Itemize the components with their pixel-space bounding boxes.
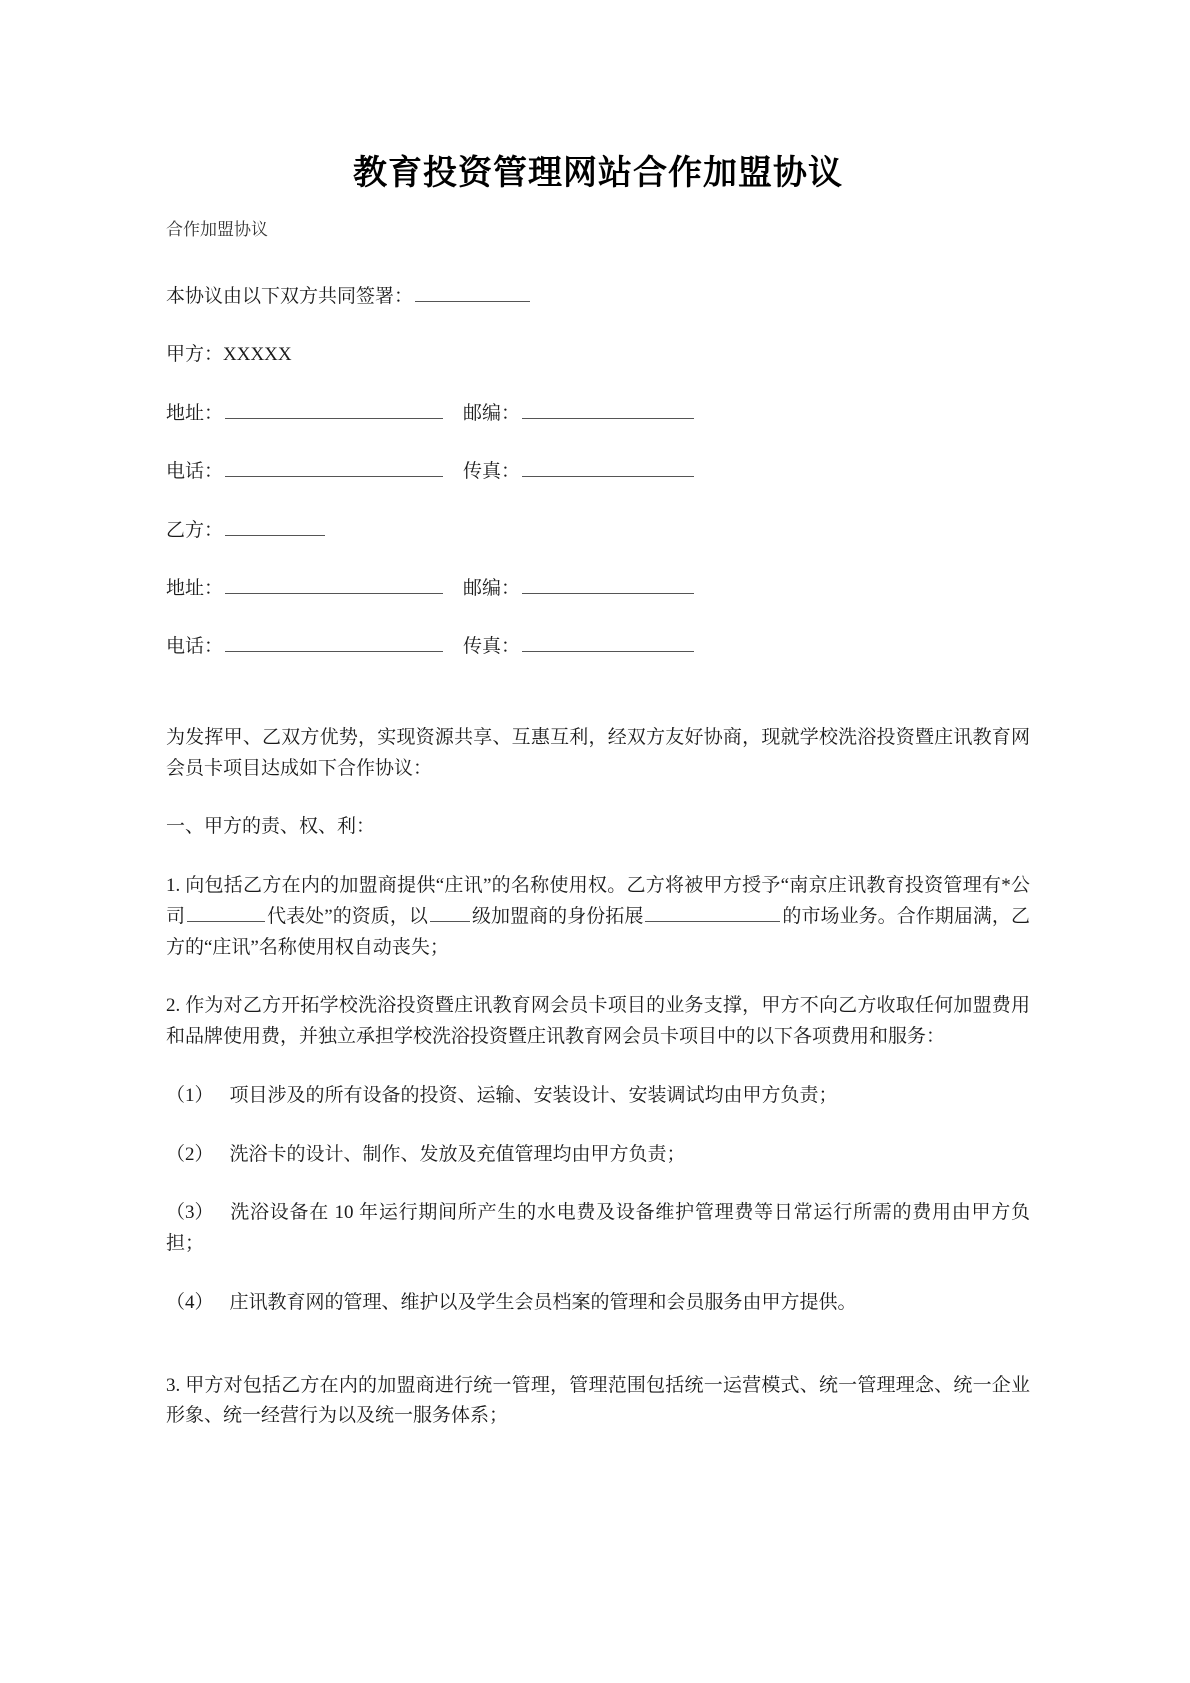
clause-1-part-3: 级加盟商的身份拓展	[471, 905, 644, 927]
party-b-postcode-label: 邮编：	[463, 577, 521, 599]
clause-3-paragraph: 3. 甲方对包括乙方在内的加盟商进行统一管理，管理范围包括统一运营模式、统一管理理念、统一企业形象、统一经营行为以及统一服务体系；	[166, 1374, 1030, 1427]
party-b-phone-row	[166, 632, 1030, 662]
sub-item-4	[166, 1288, 1030, 1319]
sub-item-3	[166, 1198, 1030, 1260]
party-b-phone-label: 电话：	[166, 636, 224, 658]
sub-item-3-text: 洗浴设备在 10 年运行期间所产生的水电费及设备维护管理费等日常运行所需的费用由甲方负担；	[166, 1202, 1030, 1255]
sub-item-2-text: 洗浴卡的设计、制作、发放及充值管理均由甲方负责；	[229, 1143, 686, 1165]
party-a-postcode-label: 邮编：	[463, 402, 521, 424]
clause-1-blank-1[interactable]	[187, 902, 265, 922]
party-a-address-label: 地址：	[166, 402, 224, 424]
signing-line-blank[interactable]	[415, 282, 530, 302]
party-a-label: 甲方：	[166, 344, 224, 366]
party-a-address-blank[interactable]	[225, 399, 443, 419]
clause-1-blank-3[interactable]	[645, 902, 780, 922]
sub-item-1-marker: （1）	[166, 1084, 214, 1106]
section-one-heading: 一、甲方的责、权、利：	[166, 816, 376, 838]
sub-item-3-marker: （3）	[166, 1202, 214, 1224]
party-b-postcode-blank[interactable]	[522, 574, 694, 594]
party-b-fax-label: 传真：	[463, 636, 521, 658]
party-b-address-label: 地址：	[166, 577, 224, 599]
party-a-phone-label: 电话：	[166, 461, 224, 483]
party-a-phone-row	[166, 457, 1030, 487]
party-a-phone-blank[interactable]	[225, 457, 443, 477]
clause-1-part-4: 的市场业务。合作期届满，乙方的“庄讯”名称使用权自动丧失；	[166, 905, 1030, 958]
party-a-value: XXXXX	[223, 344, 292, 366]
signing-line-label: 本协议由以下双方共同签署：	[166, 286, 414, 307]
party-a-fax-label: 传真：	[463, 461, 521, 483]
sub-item-2-marker: （2）	[166, 1143, 214, 1165]
party-a-postcode-blank[interactable]	[522, 399, 694, 419]
sub-item-1	[166, 1081, 1030, 1112]
party-b-blank[interactable]	[225, 516, 325, 536]
sub-item-2	[166, 1140, 1030, 1171]
clause-1-paragraph	[166, 871, 1030, 963]
signing-line	[166, 282, 1030, 312]
clause-2-paragraph: 2. 作为对乙方开拓学校洗浴投资暨庄讯教育网会员卡项目的业务支撑，甲方不向乙方收取任何加盟费用和品牌使用费，并独立承担学校洗浴投资暨庄讯教育网会员卡项目中的以下各项费用和服务：	[166, 995, 1030, 1048]
party-b-row	[166, 516, 1030, 546]
document-subtitle: 合作加盟协议	[166, 219, 268, 239]
party-a-fax-blank[interactable]	[522, 457, 694, 477]
clause-1-blank-2[interactable]	[430, 902, 470, 922]
party-b-address-blank[interactable]	[225, 574, 443, 594]
sub-item-4-marker: （4）	[166, 1291, 214, 1313]
party-b-phone-blank[interactable]	[225, 632, 443, 652]
party-b-address-row	[166, 574, 1030, 604]
party-b-fax-blank[interactable]	[522, 632, 694, 652]
party-a-row	[166, 340, 1030, 370]
sub-item-4-text: 庄讯教育网的管理、维护以及学生会员档案的管理和会员服务由甲方提供。	[229, 1291, 857, 1313]
preamble-paragraph: 为发挥甲、乙双方优势，实现资源共享、互惠互利，经双方友好协商，现就学校洗浴投资暨庄讯教育网会员卡项目达成如下合作协议：	[166, 726, 1030, 779]
clause-1-part-2: 代表处”的资质，以	[267, 905, 428, 927]
party-b-label: 乙方：	[166, 519, 224, 541]
page-title: 教育投资管理网站合作加盟协议	[353, 154, 843, 192]
party-a-address-row	[166, 399, 1030, 429]
clause-1-part-1: 1. 向包括乙方在内的加盟商提供“庄讯”的名称使用权。乙方将被甲方授予“南京庄讯教育投资管理有*公司	[166, 875, 1030, 927]
sub-item-1-text: 项目涉及的所有设备的投资、运输、安装设计、安装调试均由甲方负责；	[229, 1084, 838, 1106]
